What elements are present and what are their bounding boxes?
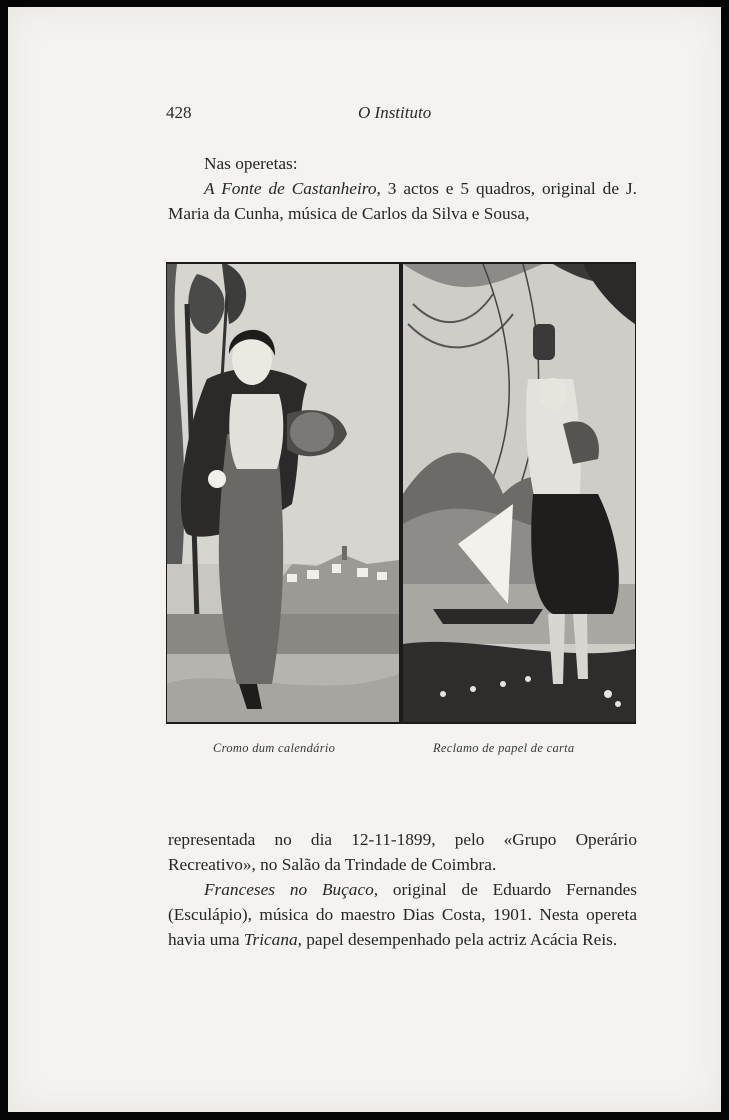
- entry-2-title: Franceses no Buçaco,: [204, 880, 379, 899]
- page-number: 428: [166, 103, 192, 122]
- entry-1-title: A Fonte de Castanheiro,: [204, 179, 381, 198]
- intro-text: Nas operetas:: [204, 154, 298, 173]
- figure-plates: [166, 262, 636, 724]
- letter-paper-ad-illustration: [403, 264, 635, 722]
- calendar-chromo-illustration: [167, 264, 399, 722]
- text-block-top: [168, 151, 637, 226]
- entry-1-text: 3 actos e 5 quadros, original de J. Maria da Cunha, música de Carlos da Silva e Sousa,: [168, 179, 637, 223]
- text-block-bottom: [168, 827, 637, 952]
- caption-right: Reclamo de papel de carta: [433, 741, 575, 755]
- paragraph-entry-1: [168, 176, 637, 226]
- running-title: O Instituto: [358, 103, 432, 122]
- plate-calendar-chromo: [167, 264, 399, 722]
- plate-letter-paper-ad: [403, 264, 635, 722]
- book-page: [8, 7, 721, 1112]
- entry-2-role: Tricana,: [243, 930, 302, 949]
- caption-left: Cromo dum calendário: [213, 741, 336, 755]
- paragraph-entry-2: [168, 877, 637, 952]
- continuation-text: representada no dia 12-11-1899, pelo «Grupo Operário Recreativo», no Salão da Trindade de Coimbra.: [168, 830, 637, 874]
- paragraph-continuation: [168, 827, 637, 877]
- entry-2-text-b: papel desempenhado pela actriz Acácia Reis.: [301, 930, 618, 949]
- paragraph-intro: [168, 151, 637, 176]
- page-header: [8, 103, 721, 129]
- entry-2-text-a: original de Eduardo Fernandes (Esculápio), música do maestro Dias Costa, 1901. Nesta opereta havia uma: [168, 880, 637, 949]
